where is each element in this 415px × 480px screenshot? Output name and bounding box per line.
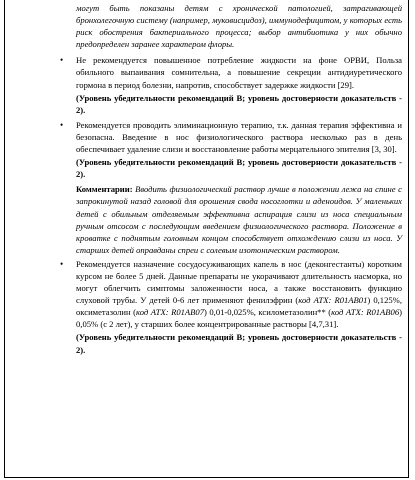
comment-label: Комментарии: bbox=[76, 184, 133, 195]
atx-code: код ATX: R01AB06 bbox=[331, 307, 400, 318]
evidence-grade: (Уровень убедительности рекомендаций B; уровень достоверности доказательств - 2). bbox=[76, 157, 402, 180]
list-item bbox=[10, 119, 402, 256]
text-part: Рекомендуется назначение сосудосуживающих капель в нос (деконгестанты) коротким курсом не более 5 дней. Данные препараты не укорачивают длительность насморка, но могут облегчить симптомы заложенности носа, а также восстановить функцию слуховой трубы. У детей 0-6 лет применяют фенилэфрин ( bbox=[76, 258, 402, 306]
comment-text: Вводить физиологический раствор лучше в положении лежа на спине с запрокинутой назад головой для орошения свода носоглотки и аденоидов. У маленьких детей с обильным отделяемым эффективна аспирация слизи из носа специальным ручным отсосом с последующим введением физиологического раствора. Положение в кроватке с поднятым головным концом способствует отхождению слизи из носа. У старших детей оправданы спреи с солевым изотоническим раствором. bbox=[76, 184, 402, 255]
evidence-grade: (Уровень убедительности рекомендаций B; уровень достоверности доказательств - 2). bbox=[76, 92, 402, 115]
bullet-icon: • bbox=[60, 55, 64, 66]
text-part: ) 0,05% (с 2 лет), у старших более концентрированные растворы [4,7,31]. bbox=[76, 307, 403, 330]
atx-code: код ATX: R01AB01 bbox=[298, 295, 368, 306]
continuation-paragraph: могут быть показаны детям с хронической патологией, затрагивающей бронхолегочную систему (например, муковисцидоз), иммунодефицитом, у которых есть риск обострения бактериального процесса; выбор антибиотика у них обычно предопределен заранее характером флоры. bbox=[76, 3, 402, 50]
recommendation-text bbox=[76, 258, 402, 331]
document-body bbox=[10, 2, 402, 359]
recommendation-text: Рекомендуется проводить элиминационную терапию, т.к. данная терапия эффективна и безопасна. Введение в нос физиологического раствора несколько раз в день обеспечивает удаление слизи и восстановление работы мерцательного эпителия [3, 30]. bbox=[76, 119, 402, 155]
list-item bbox=[10, 258, 402, 356]
list-item bbox=[10, 54, 402, 115]
recommendation-text: Не рекомендуется повышенное потребление жидкости на фоне ОРВИ, Польза обильного выпаивания сомнительна, а повышение секреции антидиуретического гормона в период болезни, напротив, способствует задержке жидкости [29]. bbox=[76, 55, 402, 90]
bullet-icon: • bbox=[60, 119, 64, 130]
comment-paragraph bbox=[76, 183, 402, 256]
text-part: ) 0,125%, оксиметазолин ( bbox=[76, 295, 402, 318]
bullet-icon: • bbox=[60, 258, 64, 269]
evidence-grade: (Уровень убедительности рекомендаций B; уровень достоверности доказательств - 2). bbox=[76, 332, 402, 355]
atx-code: код ATX: R01AB07 bbox=[136, 307, 204, 318]
text-part: ) 0,01-0,025%, ксилометазолин** ( bbox=[204, 307, 332, 318]
